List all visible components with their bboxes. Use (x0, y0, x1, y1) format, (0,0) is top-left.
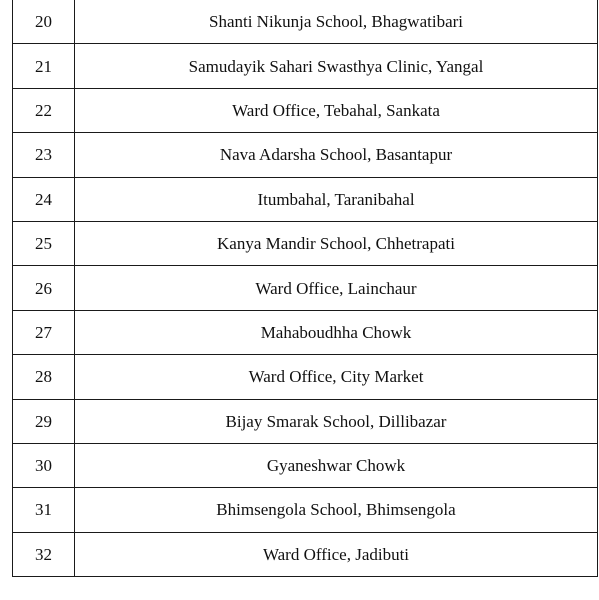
table-row (13, 221, 598, 265)
row-number-cell: 27 (13, 310, 75, 354)
row-number-cell: 22 (13, 88, 75, 132)
table-row (13, 399, 598, 443)
location-cell: Itumbahal, Taranibahal (75, 177, 598, 221)
row-number-cell: 32 (13, 532, 75, 576)
location-cell: Shanti Nikunja School, Bhagwatibari (75, 0, 598, 44)
table-row (13, 88, 598, 132)
row-number-cell: 28 (13, 355, 75, 399)
location-cell: Ward Office, Tebahal, Sankata (75, 88, 598, 132)
table-row (13, 266, 598, 310)
location-cell: Gyaneshwar Chowk (75, 443, 598, 487)
row-number-cell: 29 (13, 399, 75, 443)
location-cell: Samudayik Sahari Swasthya Clinic, Yangal (75, 44, 598, 88)
locations-table-container (12, 0, 597, 577)
row-number-cell: 21 (13, 44, 75, 88)
locations-table (12, 0, 598, 577)
location-cell: Nava Adarsha School, Basantapur (75, 133, 598, 177)
table-row (13, 488, 598, 532)
location-cell: Ward Office, Jadibuti (75, 532, 598, 576)
row-number-cell: 25 (13, 221, 75, 265)
row-number-cell: 24 (13, 177, 75, 221)
table-row (13, 177, 598, 221)
location-cell: Ward Office, City Market (75, 355, 598, 399)
table-row (13, 355, 598, 399)
table-row (13, 133, 598, 177)
table-row (13, 310, 598, 354)
location-cell: Bhimsengola School, Bhimsengola (75, 488, 598, 532)
row-number-cell: 23 (13, 133, 75, 177)
location-cell: Kanya Mandir School, Chhetrapati (75, 221, 598, 265)
table-row (13, 443, 598, 487)
location-cell: Bijay Smarak School, Dillibazar (75, 399, 598, 443)
table-row (13, 44, 598, 88)
table-row (13, 0, 598, 44)
row-number-cell: 31 (13, 488, 75, 532)
row-number-cell: 26 (13, 266, 75, 310)
location-cell: Mahaboudhha Chowk (75, 310, 598, 354)
location-cell: Ward Office, Lainchaur (75, 266, 598, 310)
table-row (13, 532, 598, 576)
locations-table-body (13, 0, 598, 577)
row-number-cell: 30 (13, 443, 75, 487)
row-number-cell: 20 (13, 0, 75, 44)
